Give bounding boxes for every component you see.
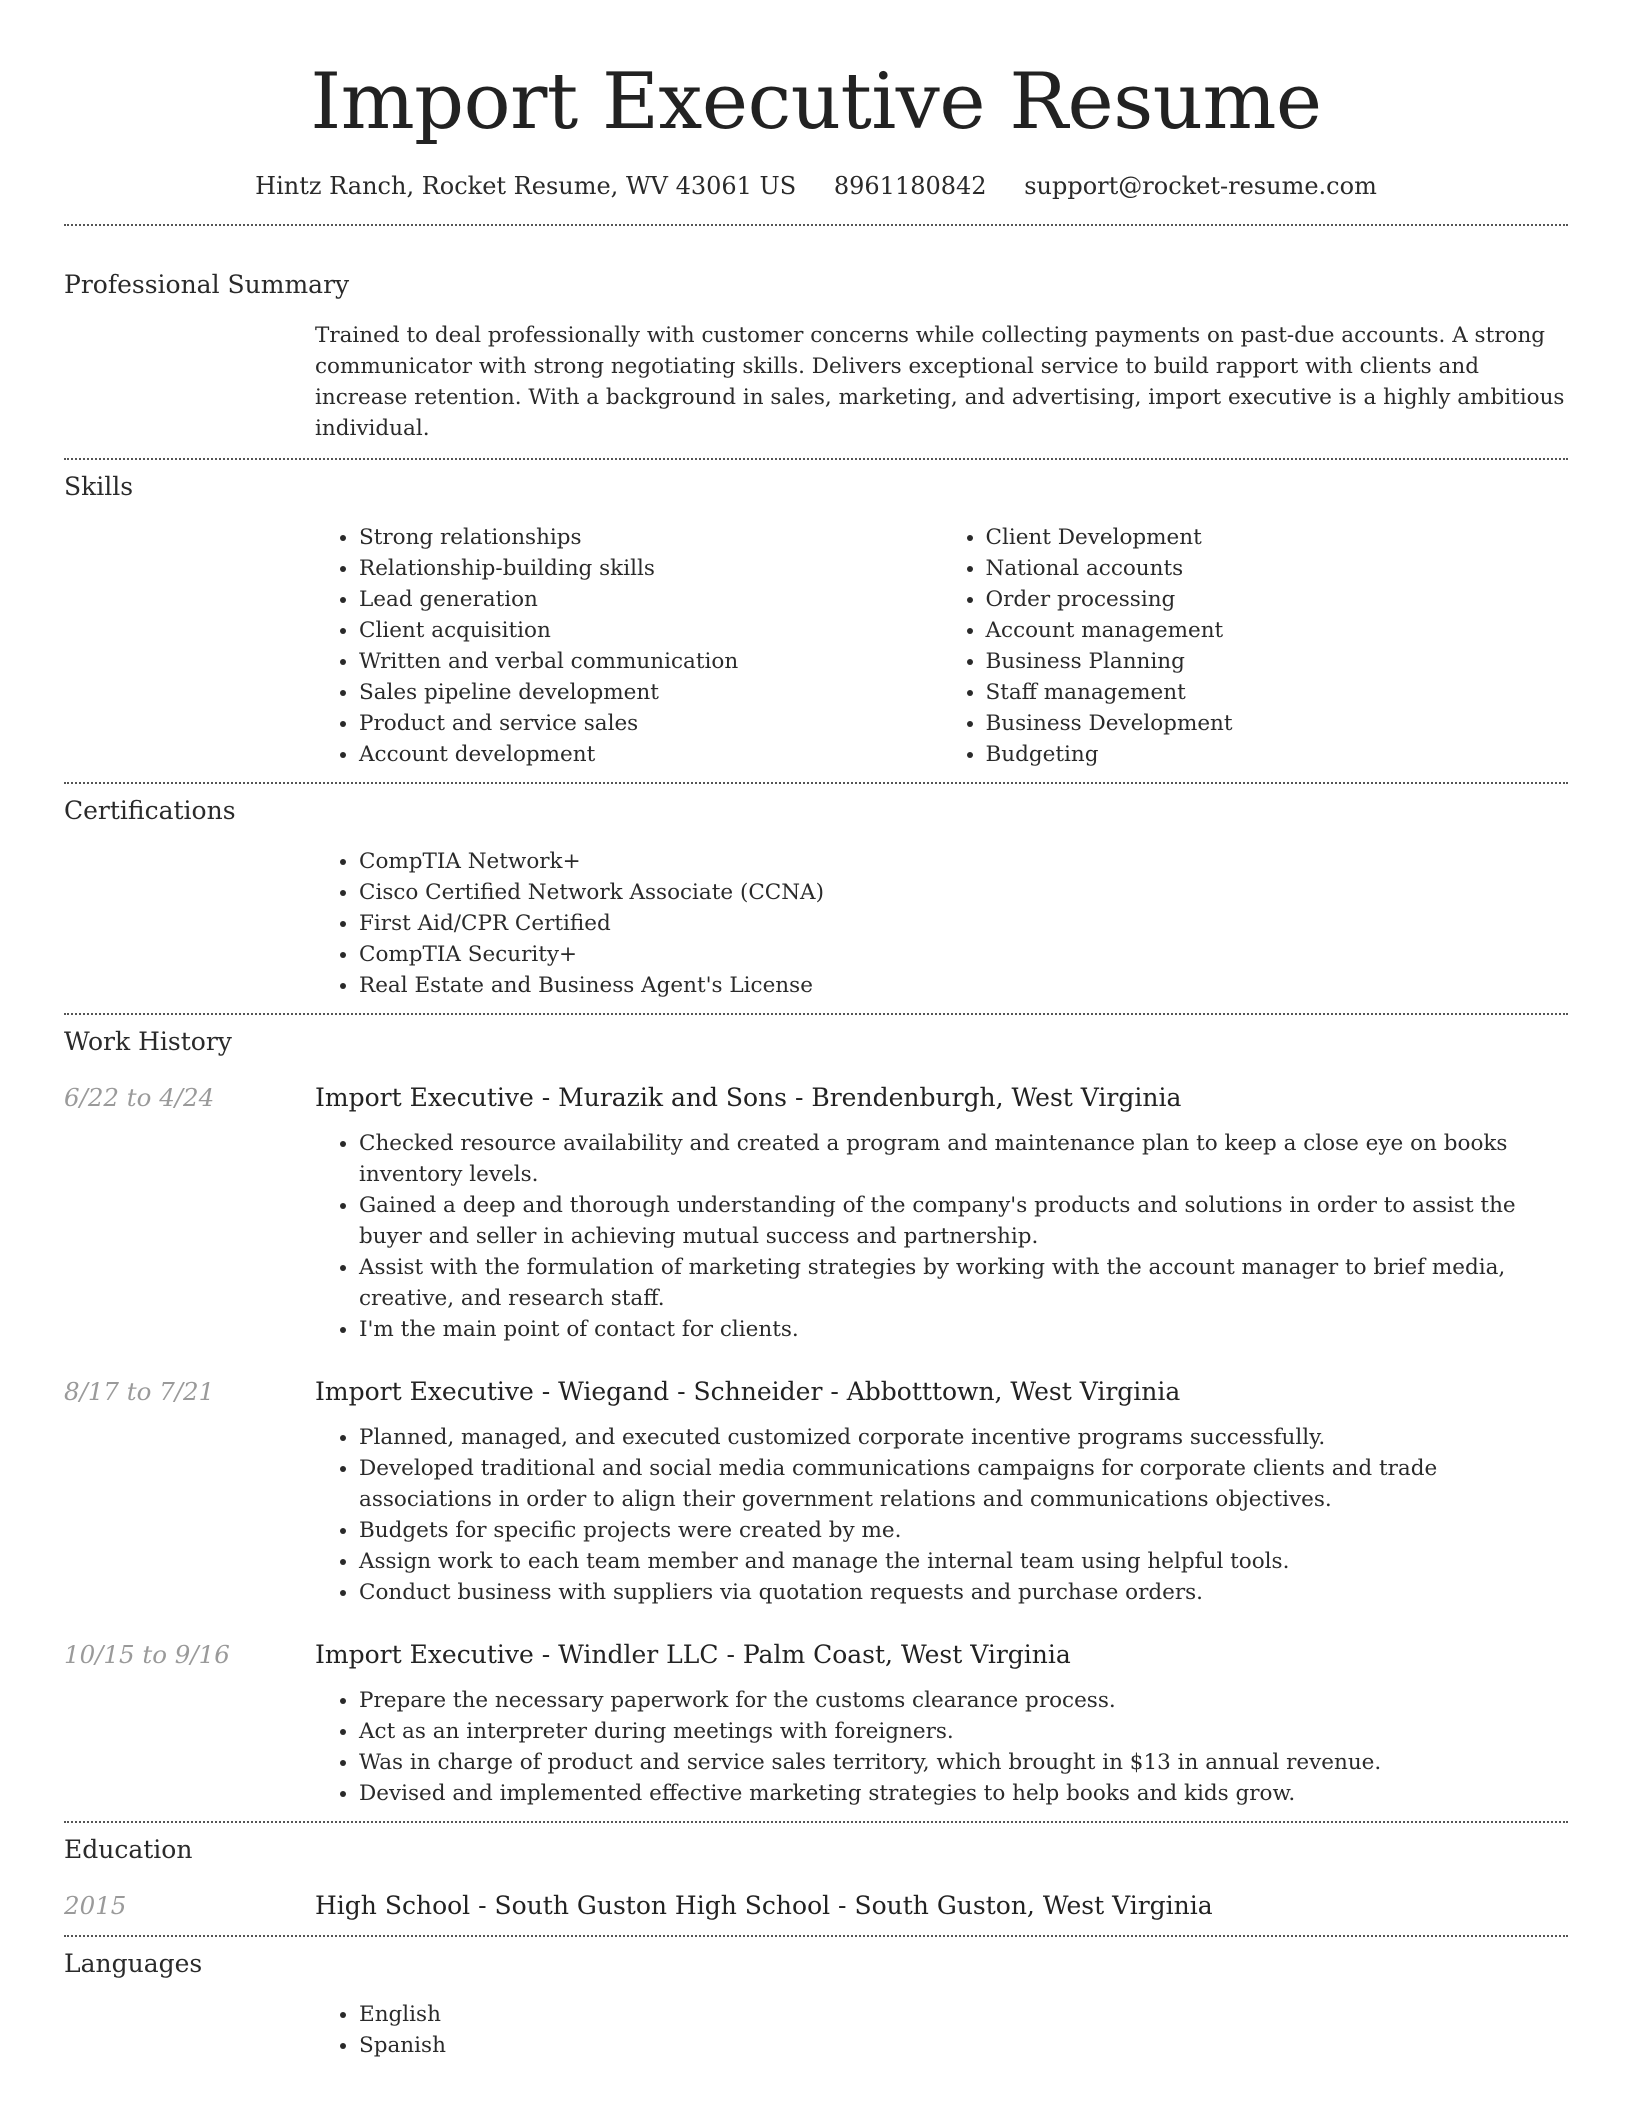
education-entry: [64, 1889, 1568, 1923]
job-bullet-list: [315, 1128, 1568, 1345]
skill-item: • Account development: [359, 739, 942, 770]
job-bullet: • Assist with the formulation of marketing strategies by working with the account manager to brief media, creative, and research staff.: [359, 1252, 1568, 1314]
contact-email: support@rocket-resume.com: [1024, 172, 1377, 200]
education-title: High School - South Guston High School - South Guston, West Virginia: [315, 1891, 1213, 1920]
job-bullet: • Conduct business with suppliers via quotation requests and purchase orders.: [359, 1577, 1568, 1608]
job-title: Import Executive - Murazik and Sons - Brendenburgh, West Virginia: [315, 1083, 1182, 1112]
contact-address: Hintz Ranch, Rocket Resume, WV 43061 US: [255, 172, 797, 200]
certifications-heading: Certifications: [64, 796, 236, 825]
resume-title: Import Executive Resume: [310, 57, 1322, 147]
job-bullet: • I'm the main point of contact for clients.: [359, 1314, 1568, 1345]
language-item: • English: [359, 1999, 1568, 2030]
skills-list-right: [942, 522, 1569, 770]
resume-page: [64, 0, 1568, 2061]
skills-list-left: [315, 522, 942, 770]
certification-item: • CompTIA Network+: [359, 846, 1568, 877]
certification-item: • Cisco Certified Network Associate (CCNA): [359, 877, 1568, 908]
skill-item: • Account management: [986, 615, 1569, 646]
certification-item: • Real Estate and Business Agent's License: [359, 970, 1568, 1001]
skill-item: • Client Development: [986, 522, 1569, 553]
languages-list: [315, 1999, 1568, 2061]
summary-section: [64, 226, 1568, 458]
certifications-section: [64, 784, 1568, 1013]
skill-item: • Lead generation: [359, 584, 942, 615]
summary-heading: Professional Summary: [64, 270, 350, 299]
work-history-heading: Work History: [64, 1027, 232, 1056]
job-dates: 10/15 to 9/16: [64, 1640, 230, 1669]
job-title: Import Executive - Windler LLC - Palm Coast, West Virginia: [315, 1640, 1071, 1669]
skill-item: • Strong relationships: [359, 522, 942, 553]
skill-item: • Order processing: [986, 584, 1569, 615]
job-entry: [64, 1375, 1568, 1608]
skill-item: • Business Development: [986, 708, 1569, 739]
job-bullet-list: [315, 1685, 1568, 1809]
skill-item: • Written and verbal communication: [359, 646, 942, 677]
summary-text: Trained to deal professionally with customer concerns while collecting payments on past-due accounts. A strong communicator with strong negotiating skills. Delivers exceptional service to build rapport with clients and increase retention. With a background in sales, marketing, and advertising, import executive is a highly ambitious individual.: [315, 323, 1565, 441]
job-title: Import Executive - Wiegand - Schneider - Abbotttown, West Virginia: [315, 1377, 1181, 1406]
education-heading: Education: [64, 1835, 193, 1864]
languages-section: [64, 1937, 1568, 2061]
education-section: [64, 1823, 1568, 1935]
job-bullet: • Checked resource availability and created a program and maintenance plan to keep a close eye on books inventory levels.: [359, 1128, 1568, 1190]
education-year: 2015: [64, 1891, 127, 1920]
job-bullet-list: [315, 1422, 1568, 1608]
skill-item: • National accounts: [986, 553, 1569, 584]
languages-heading: Languages: [64, 1949, 203, 1978]
job-bullet: • Act as an interpreter during meetings with foreigners.: [359, 1716, 1568, 1747]
certification-item: • CompTIA Security+: [359, 939, 1568, 970]
job-dates: 8/17 to 7/21: [64, 1377, 215, 1406]
skill-item: • Client acquisition: [359, 615, 942, 646]
skill-item: • Product and service sales: [359, 708, 942, 739]
job-bullet: • Planned, managed, and executed customized corporate incentive programs successfully.: [359, 1422, 1568, 1453]
job-bullet: • Developed traditional and social media communications campaigns for corporate clients and trade associations in order to align their government relations and communications objectives.: [359, 1453, 1568, 1515]
job-bullet: • Assign work to each team member and manage the internal team using helpful tools.: [359, 1546, 1568, 1577]
job-bullet: • Budgets for specific projects were created by me.: [359, 1515, 1568, 1546]
contact-phone: 8961180842: [833, 172, 987, 200]
certification-item: • First Aid/CPR Certified: [359, 908, 1568, 939]
job-bullet: • Was in charge of product and service sales territory, which brought in $13 in annual revenue.: [359, 1747, 1568, 1778]
skills-section: [64, 460, 1568, 782]
job-entry: [64, 1081, 1568, 1345]
job-bullet: • Gained a deep and thorough understanding of the company's products and solutions in order to assist the buyer and seller in achieving mutual success and partnership.: [359, 1190, 1568, 1252]
job-bullet: • Devised and implemented effective marketing strategies to help books and kids grow.: [359, 1778, 1568, 1809]
skill-item: • Staff management: [986, 677, 1569, 708]
job-dates: 6/22 to 4/24: [64, 1083, 215, 1112]
skill-item: • Budgeting: [986, 739, 1569, 770]
contact-line: [64, 170, 1568, 202]
language-item: • Spanish: [359, 2030, 1568, 2061]
skill-item: • Relationship-building skills: [359, 553, 942, 584]
job-entry: [64, 1638, 1568, 1809]
skill-item: • Sales pipeline development: [359, 677, 942, 708]
work-history-section: [64, 1015, 1568, 1821]
certifications-list: [315, 846, 1568, 1001]
skill-item: • Business Planning: [986, 646, 1569, 677]
skills-heading: Skills: [64, 472, 134, 501]
job-bullet: • Prepare the necessary paperwork for the customs clearance process.: [359, 1685, 1568, 1716]
